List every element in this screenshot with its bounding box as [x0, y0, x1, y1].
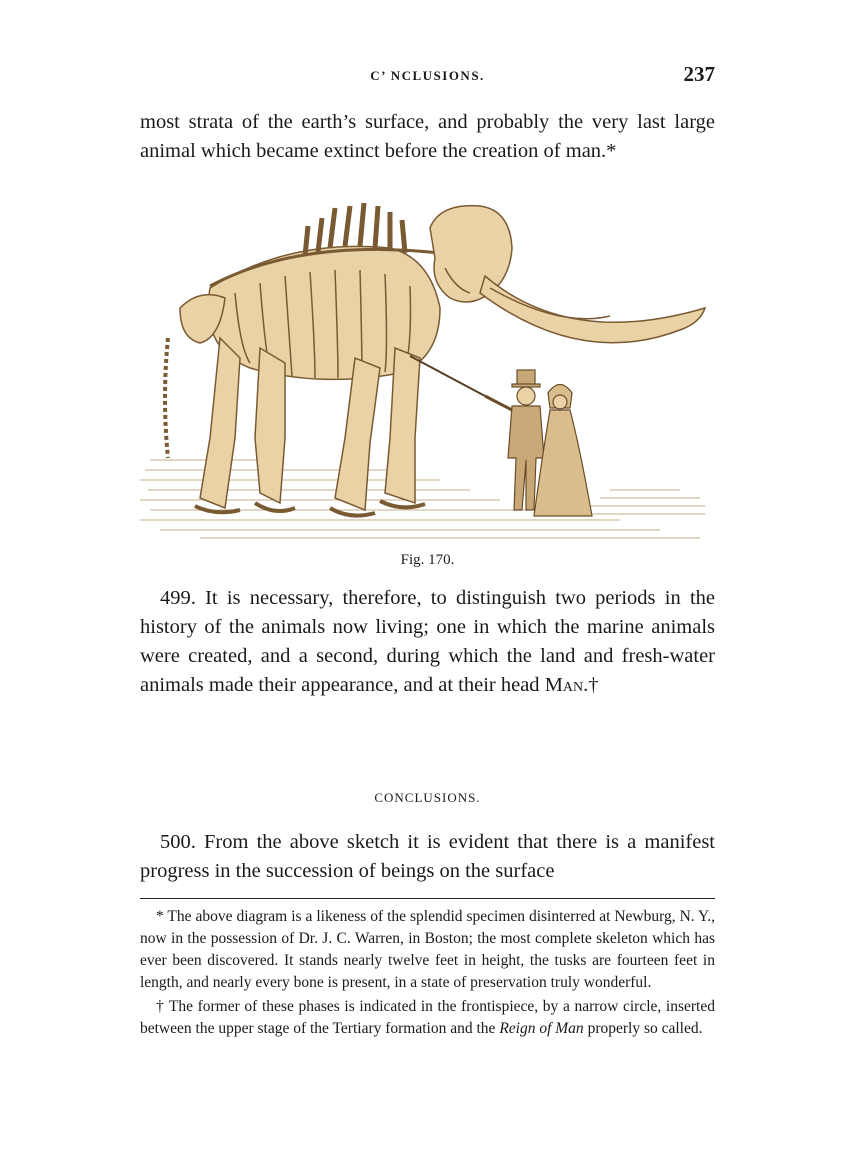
paragraph-500-text: 500. From the above sketch it is evident that there is a manifest progress in the succession of beings on the surface [140, 831, 715, 882]
footnote-second-italic: Reign of Man [499, 1020, 584, 1037]
figure-gentleman [485, 370, 544, 510]
running-head-title: C’ NCLUSIONS. [370, 68, 485, 83]
figure-caption: Fig. 170. [400, 552, 455, 568]
page-number: 237 [683, 62, 715, 86]
footnote-second-end: properly so called. [587, 1020, 703, 1037]
running-head [140, 62, 715, 92]
mastodon-skeleton-illustration [140, 198, 715, 550]
intro-paragraph [140, 108, 715, 166]
footnote-marker-dagger: † [588, 674, 599, 696]
pointer-stick [410, 356, 485, 396]
footnotes [140, 906, 715, 1042]
intro-paragraph-text: most strata of the earth’s surface, and probably the very last large animal which became extinct before the creation of man. [140, 111, 715, 162]
footnote-divider [140, 898, 715, 899]
paragraph-499-text: 499. It is necessary, therefore, to distinguish two periods in the history of the animals now living; one in which the marine animals were created, and a second, during which the land and fresh-water animals made their appearance, and at their head [140, 587, 715, 696]
footnote-marker-asterisk: * [606, 140, 617, 162]
paragraph-500 [140, 828, 715, 886]
footnote-second [140, 996, 715, 1040]
footnote-first: * The above diagram is a likeness of the splendid specimen disinterred at Newburg, N. Y., now in the possession of Dr. J. C. Warren, in Boston; the most complete skeleton which has ever been discovered. It stands nearly twelve feet in height, the tusks are fourteen feet in length, and nearly every bone is present, in a state of preservation truly wonderful. [140, 908, 715, 991]
section-heading: CONCLUSIONS. [374, 790, 481, 805]
mastodon-skeleton-figure [140, 198, 715, 550]
paragraph-499 [140, 584, 715, 700]
paragraph-499-emphasis: Man. [544, 674, 589, 696]
skeleton-body [165, 203, 705, 516]
footnote-second-text: † The former of these phases is indicated in the frontispiece, by a narrow circle, inserted between the upper stage of the Tertiary formation and the [140, 998, 715, 1037]
